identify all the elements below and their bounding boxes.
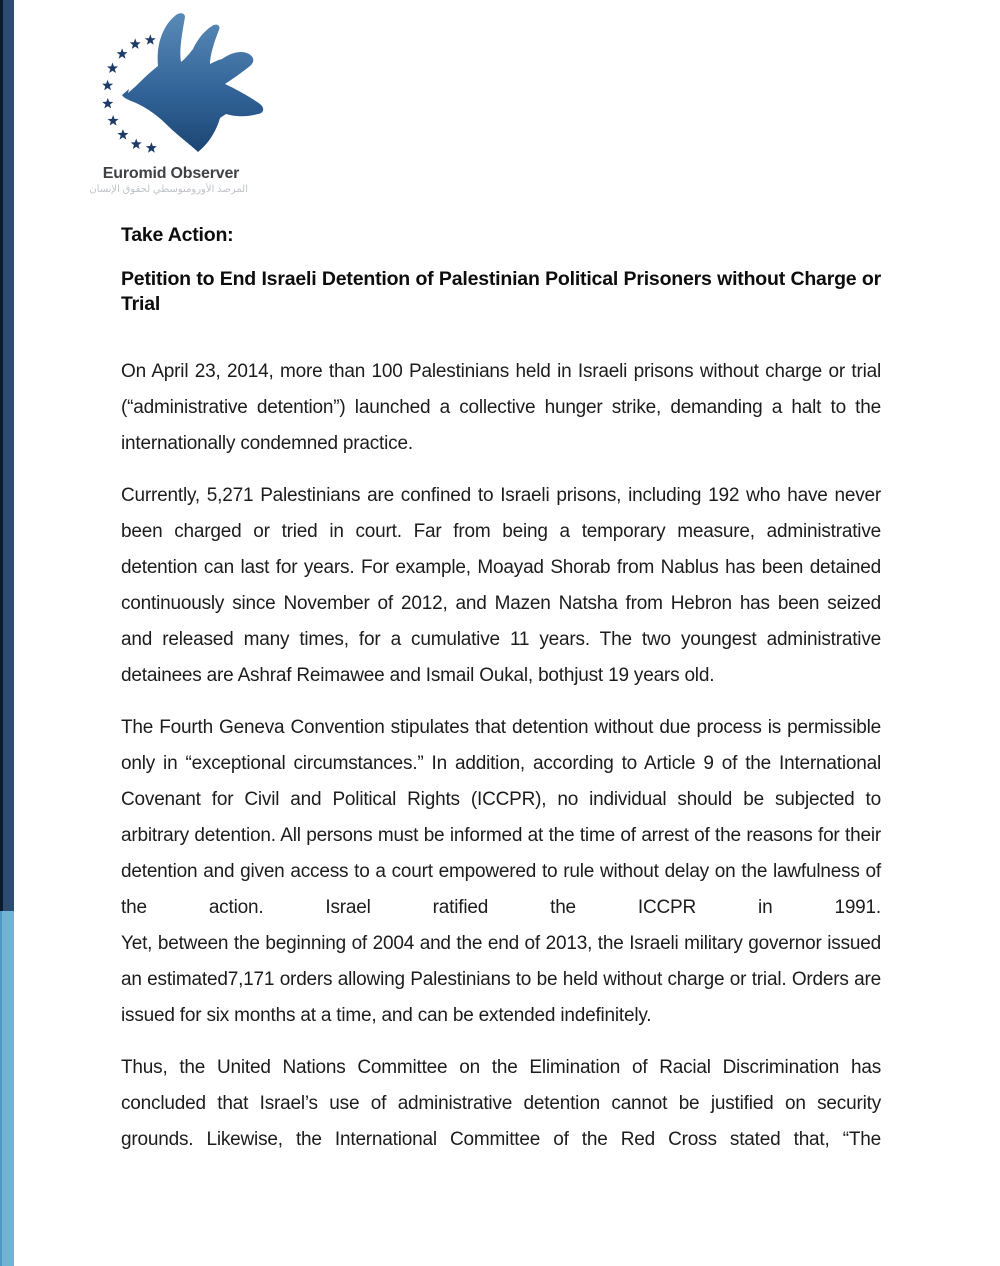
star-icon <box>107 63 118 74</box>
dove-hand-icon <box>122 13 263 152</box>
org-name-arabic: المرصد الأورومتوسطي لحقوق الإنسان <box>89 184 248 195</box>
left-edge-strip-dark <box>0 0 14 911</box>
euromid-observer-logo-icon <box>98 4 268 162</box>
paragraph-4: Yet, between the beginning of 2004 and the end of 2013, the Israeli military governor issued an estimated7,171 orders allowing Palestinians to be held without charge or trial. Orders are issued for six months at a time, and can be extended indefinitely. <box>121 933 881 1026</box>
petition-title: Petition to End Israeli Detention of Palestinian Political Prisoners without Charge or Trial <box>121 268 881 315</box>
paragraph-2: Currently, 5,271 Palestinians are confined to Israeli prisons, including 192 who have never been charged or tried in court. Far from being a temporary measure, administrative detention can last for years. For example, Moayad Shorab from Nablus has been detained continuously since November of 2012, and Mazen Natsha from Hebron has been seized and released many times, for a cumulative 11 years. The two youngest administrative detainees are Ashraf Reimawee and Ismail Oukal, bothjust 19 years old. <box>121 485 881 686</box>
paragraph-3: The Fourth Geneva Convention stipulates that detention without due process is permissible only in “exceptional circumstances.” In addition, according to Article 9 of the International Covenant for Civil and Political Rights (ICCPR), no individual should be subjected to arbitrary detention. All persons must be informed at the time of arrest of the reasons for their detention and given access to a court empowered to rule without delay on the lawfulness of the action. Israel ratified the ICCPR in 1991. <box>121 717 881 918</box>
take-action-heading: Take Action: <box>121 224 234 246</box>
org-name: Euromid Observer <box>102 165 240 182</box>
star-icon <box>146 142 157 153</box>
star-icon <box>130 38 141 49</box>
star-icon <box>102 98 113 109</box>
star-icon <box>117 129 128 140</box>
paragraph-1: On April 23, 2014, more than 100 Palestinians held in Israeli prisons without charge or trial (“administrative detention”) launched a collective hunger strike, demanding a halt to the internationally condemned practice. <box>121 361 881 454</box>
star-icon <box>117 48 128 59</box>
star-icon <box>131 139 142 150</box>
paragraph-5: Thus, the United Nations Committee on the Elimination of Racial Discrimination has concluded that Israel’s use of administrative detention cannot be justified on security grounds. Likewise, the International Committee of the Red Cross stated that, “The <box>121 1057 881 1150</box>
star-icon <box>102 80 113 90</box>
star-icon <box>145 34 156 45</box>
star-icon <box>108 115 119 126</box>
left-edge-strip-light <box>0 911 14 1266</box>
document-body <box>121 222 881 1174</box>
